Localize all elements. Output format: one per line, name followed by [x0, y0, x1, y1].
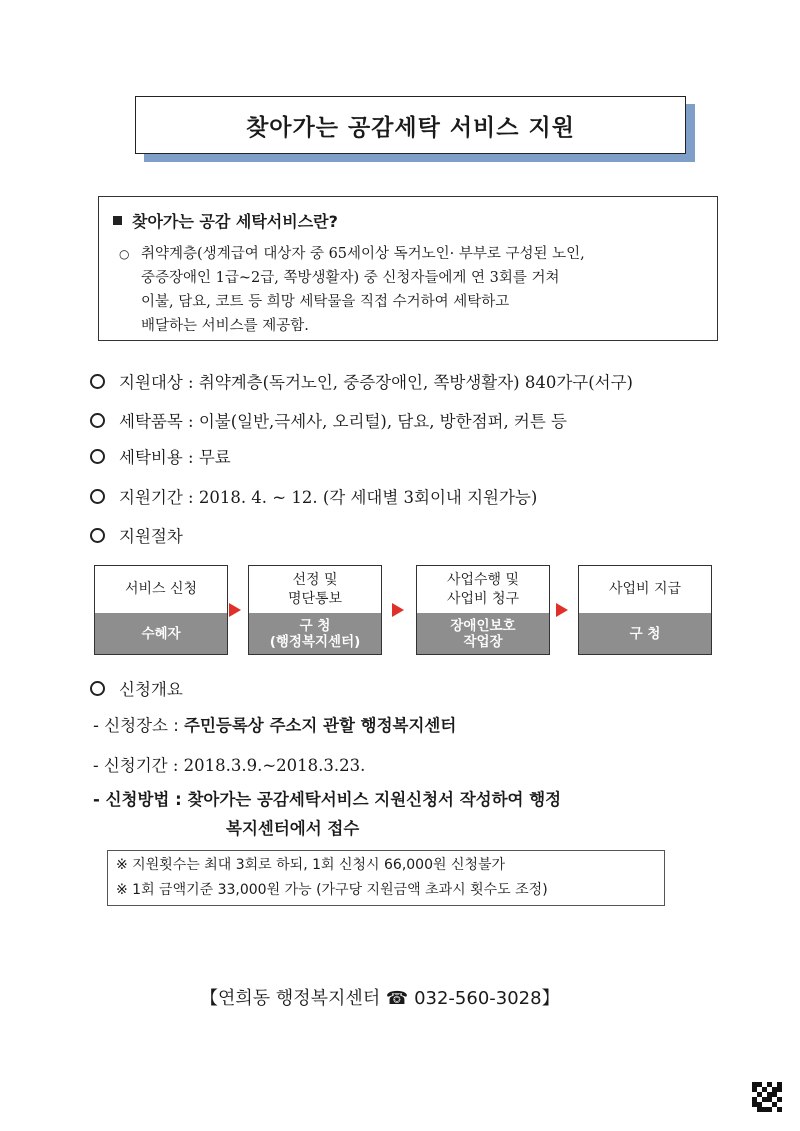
circle-bullet-icon [90, 489, 105, 504]
item-value: 이불(일반,극세사, 오리털), 담요, 방한점퍼, 커튼 등 [198, 412, 567, 431]
intro-box [98, 196, 718, 341]
item-laundry-cost: 세탁비용 : 무료 [90, 444, 231, 468]
footer-contact: 【연희동 행정복지센터 ☎ 032-560-3028】 [200, 988, 560, 1009]
application-period-row: - 신청기간 : 2018.3.9.~2018.3.23. [93, 756, 366, 775]
step-top: 사업비 지급 [579, 566, 711, 613]
intro-heading: 찾아가는 공감 세탁서비스란? [132, 212, 338, 231]
step-bottom: 수혜자 [95, 613, 227, 654]
process-step-1 [94, 565, 228, 655]
application-period-label: 신청기간 : [103, 756, 179, 775]
circle-bullet-icon [90, 528, 105, 543]
circle-bullet-icon [90, 374, 105, 389]
step-top: 서비스 신청 [95, 566, 227, 613]
step-top: 사업수행 및 사업비 청구 [417, 566, 549, 613]
application-method-value: 찾아가는 공감세탁서비스 지원신청서 작성하여 행정 [187, 790, 562, 809]
process-step-4 [578, 565, 712, 655]
item-label: 세탁비용 [119, 448, 183, 467]
circle-bullet-icon [90, 449, 105, 464]
title-box [135, 96, 686, 154]
application-heading-row [90, 676, 183, 700]
page-title: 찾아가는 공감세탁 서비스 지원 [246, 114, 575, 141]
note-box [107, 850, 665, 906]
process-step-3 [416, 565, 550, 655]
intro-line: 배달하는 서비스를 제공함. [141, 318, 309, 334]
application-place-row: - 신청장소 : 주민등록상 주소지 관할 행정복지센터 [93, 716, 457, 735]
intro-line: 중증장애인 1급~2급, 쪽방생활자) 중 신청자들에게 연 3회를 거쳐 [141, 270, 560, 286]
step-bottom: 장애인보호 작업장 [417, 613, 549, 654]
arrow-right-icon [556, 603, 568, 617]
item-value: 무료 [198, 448, 231, 467]
application-place-label: 신청장소 : [104, 716, 179, 735]
circle-bullet-icon: ○ [119, 247, 130, 261]
item-support-procedure [90, 523, 183, 547]
step-top: 선정 및 명단통보 [249, 566, 381, 613]
intro-body [113, 242, 703, 338]
note-line: ※ 1회 금액기준 33,000원 가능 (가구당 지원금액 초과시 횟수도 조정) [116, 882, 548, 898]
application-place-value: 주민등록상 주소지 관할 행정복지센터 [184, 716, 457, 735]
item-label: 지원절차 [119, 527, 183, 546]
item-label: 세탁품목 [119, 412, 183, 431]
item-value: 2018. 4. ~ 12. (각 세대별 3회이내 지원가능) [198, 488, 538, 507]
item-laundry-items: 세탁품목 : 이불(일반,극세사, 오리털), 담요, 방한점퍼, 커튼 등 [90, 408, 567, 432]
qr-code-icon [752, 1082, 782, 1112]
intro-heading-row [113, 209, 703, 232]
item-label: 지원대상 [119, 373, 183, 392]
application-period-value: 2018.3.9.~2018.3.23. [183, 756, 366, 775]
step-bottom: 구 청 [579, 613, 711, 654]
item-label: 지원기간 [119, 488, 183, 507]
application-method-row: - 신청방법 : 찾아가는 공감세탁서비스 지원신청서 작성하여 행정 [93, 790, 562, 809]
step-bottom: 구 청 (행정복지센터) [249, 613, 381, 654]
item-value: 취약계층(독거노인, 중증장애인, 쪽방생활자) 840가구(서구) [198, 373, 633, 392]
circle-bullet-icon [90, 681, 105, 696]
process-step-2 [248, 565, 382, 655]
application-heading: 신청개요 [119, 680, 183, 699]
intro-line: 이불, 담요, 코트 등 희망 세탁물을 직접 수거하여 세탁하고 [141, 294, 510, 310]
arrow-right-icon [392, 603, 404, 617]
application-method-label: 신청방법 : [105, 790, 182, 809]
square-bullet-icon [113, 216, 122, 225]
application-method-value-2: 복지센터에서 접수 [226, 819, 360, 838]
arrow-right-icon [229, 603, 241, 617]
application-method-row-2 [226, 815, 359, 839]
item-support-period: 지원기간 : 2018. 4. ~ 12. (각 세대별 3회이내 지원가능) [90, 484, 537, 508]
intro-line: 취약계층(생계급여 대상자 중 65세이상 독거노인· 부부로 구성된 노인, [141, 246, 585, 262]
note-line: ※ 지원횟수는 최대 3회로 하되, 1회 신청시 66,000원 신청불가 [116, 857, 506, 873]
circle-bullet-icon [90, 413, 105, 428]
item-support-target: 지원대상 : 취약계층(독거노인, 중증장애인, 쪽방생활자) 840가구(서구) [90, 369, 633, 393]
